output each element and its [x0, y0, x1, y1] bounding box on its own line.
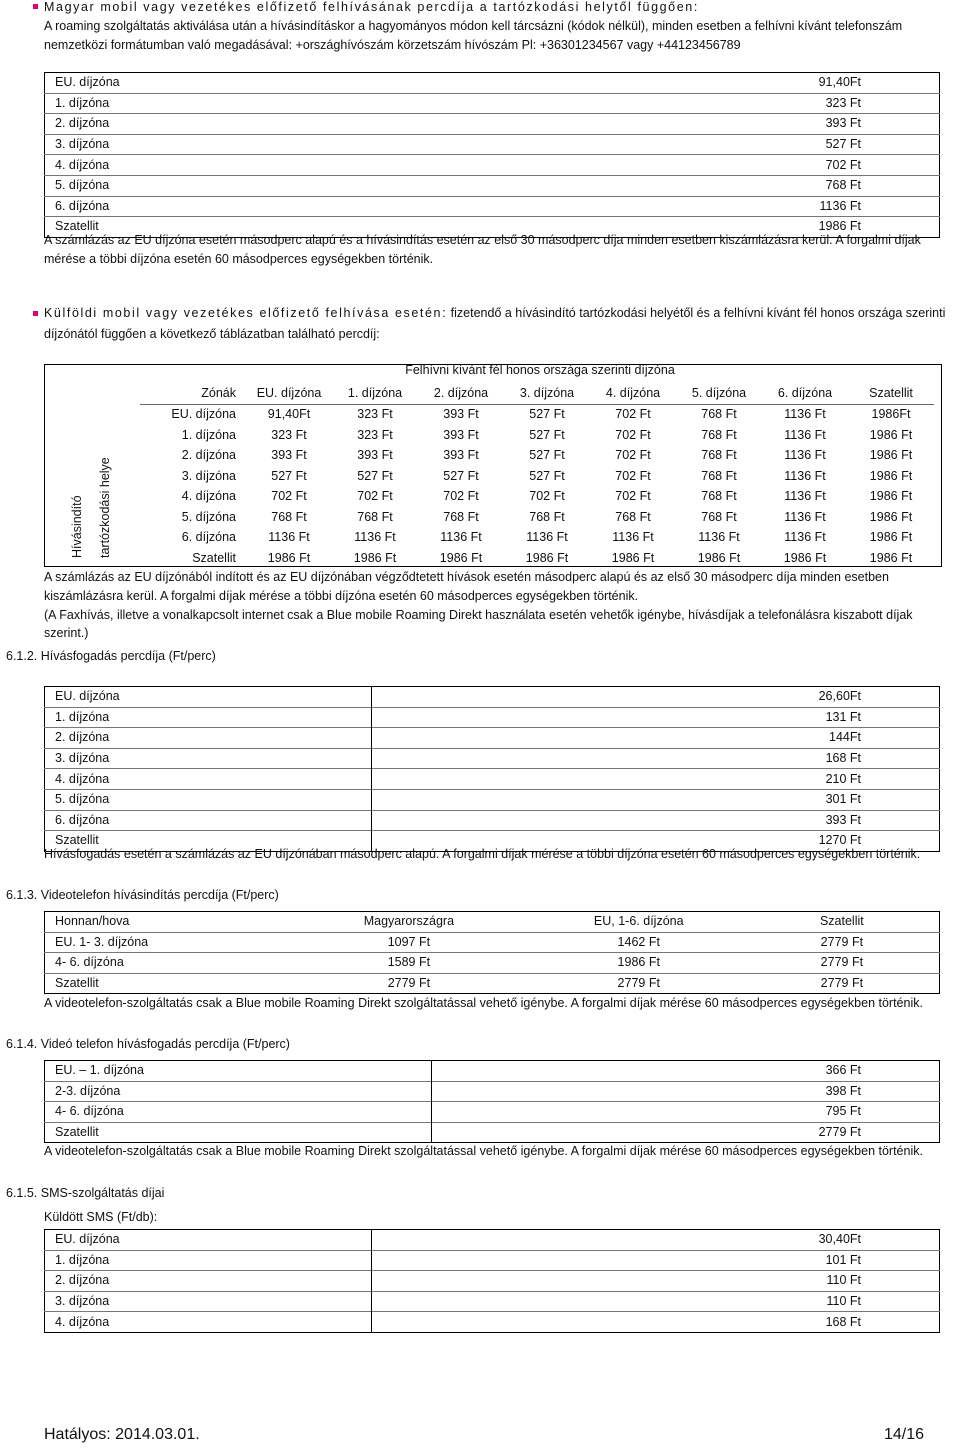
matrix-row-label	[46, 380, 136, 560]
table-row	[140, 507, 934, 528]
table1-note-2: mérése a többi díjzóna esetén 60 másodperces egységekben történik.	[44, 252, 434, 266]
zone-cell: 2. díjzóna	[45, 114, 371, 135]
zone-cell: 4. díjzóna	[45, 155, 371, 176]
zone-cell: 2. díjzóna	[45, 1271, 372, 1292]
foreign-rate-matrix	[140, 383, 934, 569]
price-cell: 768 Ft	[615, 509, 651, 524]
zone-cell: Szatellit	[192, 550, 236, 565]
price-cell: 2779 Ft	[735, 932, 940, 953]
price-cell: 1136 Ft	[762, 404, 848, 425]
zone-cell: 3. díjzóna	[181, 468, 236, 483]
table-row	[140, 425, 934, 446]
sms-sub-heading	[44, 1210, 157, 1224]
price-cell: 301 Ft	[371, 789, 939, 810]
column-header: 5. díjzóna	[691, 385, 747, 400]
zone-cell: Szatellit	[45, 1122, 432, 1143]
column-header: 4. díjzóna	[605, 385, 661, 400]
table-row	[45, 1250, 940, 1271]
table-row	[45, 134, 940, 155]
zone-cell: 1. díjzóna	[45, 707, 372, 728]
table-row	[45, 1271, 940, 1292]
price-cell: 1986 Ft	[697, 550, 741, 565]
price-cell: 2779 Ft	[431, 1122, 939, 1143]
foreign-text-1: fizetendő a hívásindító tartózkodási helyétől és a felhívni kívánt fél honos országa szerinti	[447, 306, 946, 320]
table-row	[45, 810, 940, 831]
table-row	[45, 1291, 940, 1312]
table-row	[45, 932, 940, 953]
zone-cell: EU. díjzóna	[55, 689, 120, 704]
price-cell: 1136 Ft	[354, 530, 396, 545]
price-cell: 527 Ft	[529, 448, 565, 463]
price-cell: 527 Ft	[529, 468, 565, 483]
price-cell: 1462 Ft	[533, 932, 735, 953]
zone-cell: 2. díjzóna	[181, 448, 236, 463]
table-row	[45, 1312, 940, 1333]
table-row	[45, 155, 940, 176]
sms-table	[44, 1229, 940, 1333]
price-cell: 1136 Ft	[784, 530, 826, 545]
zone-cell: 5. díjzóna	[181, 509, 236, 524]
price-cell: 110 Ft	[371, 1291, 939, 1312]
zone-cell: EU. díjzóna	[55, 75, 120, 90]
price-cell: 1270 Ft	[371, 831, 939, 852]
price-cell: 1136 Ft	[612, 530, 654, 545]
price-cell: 1986Ft	[848, 404, 934, 425]
table-row	[45, 973, 940, 994]
price-cell: 1589 Ft	[275, 953, 533, 974]
matrix-row-label-1: Hívásindító	[70, 495, 84, 558]
table-row	[45, 1081, 940, 1102]
zone-cell: 2-3. díjzóna	[45, 1081, 432, 1102]
foreign-note-2: kiszámlázásra kerül. A forgalmi díjak mérése a többi díjzóna esetén 60 másodperces egységekben történik.	[44, 589, 639, 603]
zone-cell: 4- 6. díjzóna	[45, 1102, 432, 1123]
table1-note-1: A számlázás az EU díjzóna esetén másodperc alapú és a hívásindítás esetén az első 30 másodperc díja minden esetben kiszámlázásra kerül. A forgalmi díjak	[44, 233, 921, 247]
price-cell: 1136 Ft	[440, 530, 482, 545]
price-cell: 768 Ft	[701, 448, 737, 463]
column-header: Magyarországra	[363, 914, 455, 929]
table-row	[45, 93, 940, 114]
zone-cell: 1. díjzóna	[181, 427, 236, 442]
column-header: 1. díjzóna	[347, 385, 403, 400]
price-cell: 527 Ft	[443, 468, 479, 483]
price-cell: 1986 Ft	[611, 550, 655, 565]
foreign-intro	[44, 306, 960, 320]
zone-cell: 3. díjzóna	[45, 1291, 372, 1312]
matrix-title: Felhívni kívánt fél honos országa szerinti díjzóna	[405, 363, 675, 377]
column-header: EU, 1-6. díjzóna	[593, 914, 684, 929]
footer-page-number: 14/16	[884, 1426, 925, 1443]
price-cell: 702 Ft	[371, 155, 940, 176]
price-cell: 168 Ft	[371, 748, 939, 769]
zone-cell: EU. 1- 3. díjzóna	[45, 932, 276, 953]
price-cell: 702 Ft	[590, 404, 676, 425]
price-cell: 101 Ft	[371, 1250, 939, 1271]
price-cell: 2779 Ft	[275, 973, 533, 994]
zone-cell: Szatellit	[45, 831, 372, 852]
table-row	[45, 175, 940, 196]
price-cell: 527 Ft	[357, 468, 393, 483]
intro-line-1: A roaming szolgáltatás aktiválása után a hívásindításkor a hagyományos módon kell tárcsázni (kódok nélkül), minden esetben a felhívni kívánt telefonszám	[44, 19, 903, 33]
price-cell: 702 Ft	[357, 489, 393, 504]
price-cell: 168 Ft	[371, 1312, 939, 1333]
table-row	[45, 728, 940, 749]
table-row	[140, 466, 934, 487]
s614-note: A videotelefon-szolgáltatás csak a Blue mobile Roaming Direkt szolgáltatással vehető igénybe. A forgalmi díjak mérése 60 másodperces egységekben történik.	[44, 1144, 923, 1158]
price-cell: 398 Ft	[431, 1081, 939, 1102]
column-header: Zónák	[201, 385, 236, 400]
price-cell: 1136 Ft	[784, 489, 826, 504]
intro-heading: Magyar mobil vagy vezetékes előfizető felhívásának percdíja a tartózkodási helytől függően:	[44, 0, 699, 14]
zone-cell: 2. díjzóna	[45, 728, 372, 749]
price-cell: 1986 Ft	[353, 550, 397, 565]
price-cell: 1136 Ft	[784, 427, 826, 442]
zone-cell: 1. díjzóna	[45, 1250, 372, 1271]
price-cell: 1136 Ft	[784, 448, 826, 463]
price-cell: 393 Ft	[418, 404, 504, 425]
table-row	[45, 114, 940, 135]
table-row	[140, 548, 934, 569]
sms-sub-label: Küldött SMS	[44, 1210, 114, 1224]
zone-cell: 1. díjzóna	[45, 93, 371, 114]
table-row	[45, 196, 940, 217]
video-call-table	[44, 911, 940, 994]
zone-cell: 6. díjzóna	[45, 810, 372, 831]
price-cell: 768 Ft	[529, 509, 565, 524]
table-row	[140, 446, 934, 467]
price-cell: 393 Ft	[357, 448, 393, 463]
matrix-row-label-2: tartózkodási helye	[98, 457, 112, 558]
price-cell: 1986 Ft	[869, 509, 913, 524]
column-header: Szatellit	[819, 914, 864, 929]
price-cell: 1986 Ft	[783, 550, 827, 565]
price-cell: 768 Ft	[271, 509, 307, 524]
bullet-icon	[33, 4, 38, 9]
price-cell: 30,40Ft	[371, 1230, 939, 1251]
zone-cell: 6. díjzóna	[181, 530, 236, 545]
price-cell: 323 Ft	[371, 93, 940, 114]
price-cell: 1097 Ft	[275, 932, 533, 953]
price-cell: 527 Ft	[271, 468, 307, 483]
table-row	[45, 1102, 940, 1123]
foreign-note-1: A számlázás az EU díjzónából indított és az EU díjzónában végződtetett hívások esetén másodperc alapú és az első 30 másodperc díja minden esetben	[44, 570, 889, 584]
price-cell: 702 Ft	[615, 448, 651, 463]
call-receive-table	[44, 686, 940, 852]
sms-sub-unit: (Ft/db):	[113, 1210, 158, 1224]
section-6-1-3-title: 6.1.3. Videotelefon hívásindítás percdíja (Ft/perc)	[6, 888, 279, 902]
price-cell: 702 Ft	[271, 489, 307, 504]
price-cell: 393 Ft	[371, 810, 939, 831]
price-cell: 393 Ft	[443, 448, 479, 463]
price-cell: 210 Ft	[371, 769, 939, 790]
zone-cell: 3. díjzóna	[45, 134, 371, 155]
zone-cell: 4. díjzóna	[45, 769, 372, 790]
price-cell: 768 Ft	[676, 404, 762, 425]
price-cell: 768 Ft	[701, 509, 737, 524]
column-header: 3. díjzóna	[519, 385, 575, 400]
column-header: EU. díjzóna	[256, 385, 322, 400]
table-row	[45, 687, 940, 708]
zone-cell: 4. díjzóna	[181, 489, 236, 504]
zone-cell: 6. díjzóna	[45, 196, 371, 217]
price-cell: 702 Ft	[529, 489, 565, 504]
price-cell: 1136 Ft	[698, 530, 740, 545]
zone-cell: 5. díjzóna	[45, 175, 371, 196]
price-cell: 702 Ft	[615, 468, 651, 483]
price-cell: 1986 Ft	[533, 953, 735, 974]
price-cell: 768 Ft	[357, 509, 393, 524]
table-row	[45, 707, 940, 728]
table-row	[140, 404, 934, 425]
price-cell: 768 Ft	[701, 468, 737, 483]
foreign-note-3: (A Faxhívás, illetve a vonalkapcsolt internet csak a Blue mobile Roaming Direkt használata esetén vehetők igénybe, hívásdíjak a telefonálásra kiszabott díjak szerint.)	[44, 608, 913, 640]
column-header: Honnan/hova	[55, 914, 130, 929]
zone-cell: EU. díjzóna	[140, 404, 246, 425]
table-row	[45, 73, 940, 94]
domestic-rate-table	[44, 72, 940, 238]
section-6-1-4-title: 6.1.4. Videó telefon hívásfogadás percdíja (Ft/perc)	[6, 1037, 290, 1051]
price-cell: 768 Ft	[701, 427, 737, 442]
column-header: 6. díjzóna	[777, 385, 833, 400]
price-cell: 1136 Ft	[268, 530, 310, 545]
zone-cell: EU. – 1. díjzóna	[55, 1063, 144, 1078]
price-cell: 323 Ft	[271, 427, 307, 442]
price-cell: 1986 Ft	[439, 550, 483, 565]
price-cell: 1136 Ft	[784, 509, 826, 524]
price-cell: 91,40Ft	[246, 404, 332, 425]
foreign-heading: Külföldi mobil vagy vezetékes előfizető felhívása esetén:	[44, 306, 448, 320]
price-cell: 1986 Ft	[869, 489, 913, 504]
table-row	[45, 748, 940, 769]
zone-cell: 4- 6. díjzóna	[45, 953, 276, 974]
price-cell: 1986 Ft	[371, 217, 940, 238]
foreign-text-2: díjzónától függően a következő táblázatban található percdíj:	[44, 327, 380, 341]
footer-valid-date: Hatályos: 2014.03.01.	[44, 1426, 200, 1443]
table-row	[45, 1122, 940, 1143]
price-cell: 2779 Ft	[735, 953, 940, 974]
zone-cell: Szatellit	[45, 973, 276, 994]
price-cell: 1986 Ft	[869, 427, 913, 442]
column-header: 2. díjzóna	[433, 385, 489, 400]
table-row	[140, 487, 934, 508]
price-cell: 393 Ft	[443, 427, 479, 442]
zone-cell: 5. díjzóna	[45, 789, 372, 810]
price-cell: 768 Ft	[701, 489, 737, 504]
intro-line-2: nemzetközi formátumban való megadásával: +országhívószám körzetszám hívószám Pl: +36301234567 vagy +44123456789	[44, 38, 741, 52]
price-cell: 1986 Ft	[869, 550, 913, 565]
column-header: Szatellit	[869, 385, 913, 400]
bullet-icon	[33, 311, 38, 316]
table-row	[45, 1061, 940, 1082]
price-cell: 795 Ft	[431, 1102, 939, 1123]
zone-cell: 3. díjzóna	[45, 748, 372, 769]
zone-cell: 4. díjzóna	[45, 1312, 372, 1333]
price-cell: 110 Ft	[371, 1271, 939, 1292]
price-cell: 702 Ft	[615, 427, 651, 442]
section-6-1-2-title: 6.1.2. Hívásfogadás percdíja (Ft/perc)	[6, 649, 216, 663]
price-cell: 1986 Ft	[869, 448, 913, 463]
price-cell: 1986 Ft	[869, 468, 913, 483]
s613-note: A videotelefon-szolgáltatás csak a Blue mobile Roaming Direkt szolgáltatással vehető igénybe. A forgalmi díjak mérése 60 másodperces egységekben történik.	[44, 996, 923, 1010]
price-cell: 393 Ft	[271, 448, 307, 463]
zone-cell: Szatellit	[45, 217, 371, 238]
price-cell: 1136 Ft	[526, 530, 568, 545]
price-cell: 26,60Ft	[371, 687, 939, 708]
price-cell: 527 Ft	[529, 427, 565, 442]
price-cell: 1136 Ft	[784, 468, 826, 483]
price-cell: 366 Ft	[431, 1061, 939, 1082]
matrix-header-row	[140, 383, 934, 404]
table-row	[45, 789, 940, 810]
table-row	[45, 953, 940, 974]
price-cell: 527 Ft	[371, 134, 940, 155]
video-receive-table	[44, 1060, 940, 1143]
price-cell: 702 Ft	[443, 489, 479, 504]
price-cell: 1986 Ft	[869, 530, 913, 545]
s612-note: Hívásfogadás esetén a számlázás az EU díjzónában másodperc alapú. A forgalmi díjak mérése a többi díjzóna esetén 60 másodperces egységekben történik.	[44, 847, 921, 861]
price-cell: 1136 Ft	[371, 196, 940, 217]
price-cell: 91,40Ft	[818, 75, 861, 90]
table-row	[45, 1230, 940, 1251]
price-cell: 393 Ft	[371, 114, 940, 135]
price-cell: 1986 Ft	[525, 550, 569, 565]
price-cell: 768 Ft	[443, 509, 479, 524]
table-row	[45, 769, 940, 790]
price-cell: 527 Ft	[504, 404, 590, 425]
zone-cell: EU. díjzóna	[55, 1232, 120, 1247]
table-row	[140, 528, 934, 549]
price-cell: 2779 Ft	[735, 973, 940, 994]
table-header-row	[45, 912, 940, 933]
price-cell: 702 Ft	[615, 489, 651, 504]
price-cell: 323 Ft	[357, 427, 393, 442]
price-cell: 131 Ft	[371, 707, 939, 728]
price-cell: 1986 Ft	[267, 550, 311, 565]
section-6-1-5-title: 6.1.5. SMS-szolgáltatás díjai	[6, 1186, 165, 1200]
price-cell: 323 Ft	[332, 404, 418, 425]
price-cell: 144Ft	[371, 728, 939, 749]
price-cell: 2779 Ft	[533, 973, 735, 994]
price-cell: 768 Ft	[371, 175, 940, 196]
